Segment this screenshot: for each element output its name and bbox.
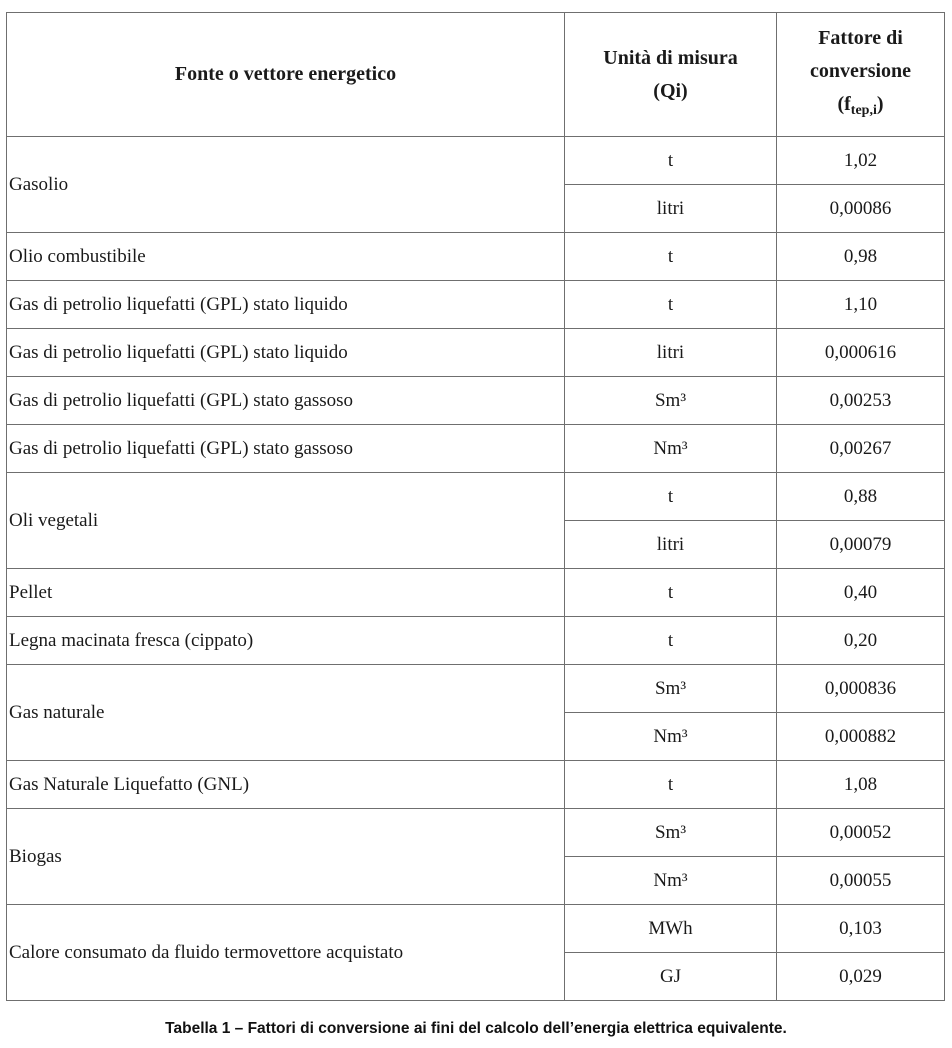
- cell-factor: 1,08: [777, 761, 945, 809]
- header-unit-line1: Unità di misura: [603, 46, 738, 69]
- cell-source: Pellet: [7, 569, 565, 617]
- cell-unit: t: [565, 137, 777, 185]
- cell-source: Gas di petrolio liquefatti (GPL) stato liquido: [7, 329, 565, 377]
- cell-factor: 0,00086: [777, 185, 945, 233]
- cell-factor: 0,000836: [777, 665, 945, 713]
- cell-unit: t: [565, 281, 777, 329]
- header-unit: [565, 13, 777, 137]
- cell-source: Legna macinata fresca (cippato): [7, 617, 565, 665]
- header-source: [7, 13, 565, 137]
- cell-source: Olio combustibile: [7, 233, 565, 281]
- cell-factor: 0,00055: [777, 857, 945, 905]
- table-row: [7, 809, 945, 857]
- table-row: [7, 665, 945, 713]
- cell-unit: t: [565, 617, 777, 665]
- header-source-label: Fonte o vettore energetico: [174, 63, 397, 85]
- header-factor-prefix: (f: [837, 93, 851, 115]
- cell-factor: 1,10: [777, 281, 945, 329]
- cell-unit: litri: [565, 329, 777, 377]
- table-row: [7, 425, 945, 473]
- cell-unit: Sm³: [565, 377, 777, 425]
- cell-factor: 0,00253: [777, 377, 945, 425]
- cell-source: Gas naturale: [7, 665, 565, 761]
- cell-source: Gasolio: [7, 137, 565, 233]
- header-factor-line1: Fattore di: [818, 27, 903, 49]
- header-factor-subscript: tep,i: [850, 103, 877, 118]
- cell-source: Biogas: [7, 809, 565, 905]
- cell-unit: t: [565, 233, 777, 281]
- table-row: [7, 473, 945, 521]
- cell-factor: 0,40: [777, 569, 945, 617]
- cell-unit: Sm³: [565, 665, 777, 713]
- table-row: [7, 761, 945, 809]
- cell-factor: 0,000616: [777, 329, 945, 377]
- cell-factor: 1,02: [777, 137, 945, 185]
- cell-factor: 0,00267: [777, 425, 945, 473]
- table-row: [7, 905, 945, 953]
- cell-unit: Nm³: [565, 857, 777, 905]
- cell-unit: litri: [565, 521, 777, 569]
- table-row: [7, 137, 945, 185]
- cell-source: Gas di petrolio liquefatti (GPL) stato liquido: [7, 281, 565, 329]
- cell-unit: Nm³: [565, 425, 777, 473]
- cell-unit: Nm³: [565, 713, 777, 761]
- cell-unit: litri: [565, 185, 777, 233]
- header-factor-suffix: ): [876, 93, 884, 115]
- cell-source: Gas di petrolio liquefatti (GPL) stato gassoso: [7, 377, 565, 425]
- cell-source: Gas di petrolio liquefatti (GPL) stato gassoso: [7, 425, 565, 473]
- cell-source: Calore consumato da fluido termovettore acquistato: [7, 905, 565, 1001]
- cell-factor: 0,00052: [777, 809, 945, 857]
- cell-factor: 0,88: [777, 473, 945, 521]
- cell-source: Oli vegetali: [7, 473, 565, 569]
- cell-unit: GJ: [565, 953, 777, 1001]
- cell-source: Gas Naturale Liquefatto (GNL): [7, 761, 565, 809]
- cell-factor: 0,000882: [777, 713, 945, 761]
- header-factor-line3: [777, 88, 944, 127]
- cell-factor: 0,20: [777, 617, 945, 665]
- table-row: [7, 329, 945, 377]
- cell-factor: 0,00079: [777, 521, 945, 569]
- table-body: [7, 137, 945, 1001]
- cell-unit: MWh: [565, 905, 777, 953]
- table-row: [7, 281, 945, 329]
- cell-factor: 0,98: [777, 233, 945, 281]
- table-row: [7, 377, 945, 425]
- header-factor-line2: conversione: [809, 60, 912, 82]
- table-caption: Tabella 1 – Fattori di conversione ai fini del calcolo dell’energia elettrica equivalente.: [165, 1020, 787, 1037]
- header-unit-line2: (Qi): [653, 79, 688, 102]
- cell-unit: Sm³: [565, 809, 777, 857]
- table-row: [7, 617, 945, 665]
- cell-factor: 0,029: [777, 953, 945, 1001]
- cell-unit: t: [565, 473, 777, 521]
- cell-unit: t: [565, 761, 777, 809]
- header-factor: [777, 13, 945, 137]
- table-row: [7, 233, 945, 281]
- table-header-row: [7, 13, 945, 137]
- cell-unit: t: [565, 569, 777, 617]
- table-row: [7, 569, 945, 617]
- conversion-factors-table: [6, 12, 945, 1001]
- cell-factor: 0,103: [777, 905, 945, 953]
